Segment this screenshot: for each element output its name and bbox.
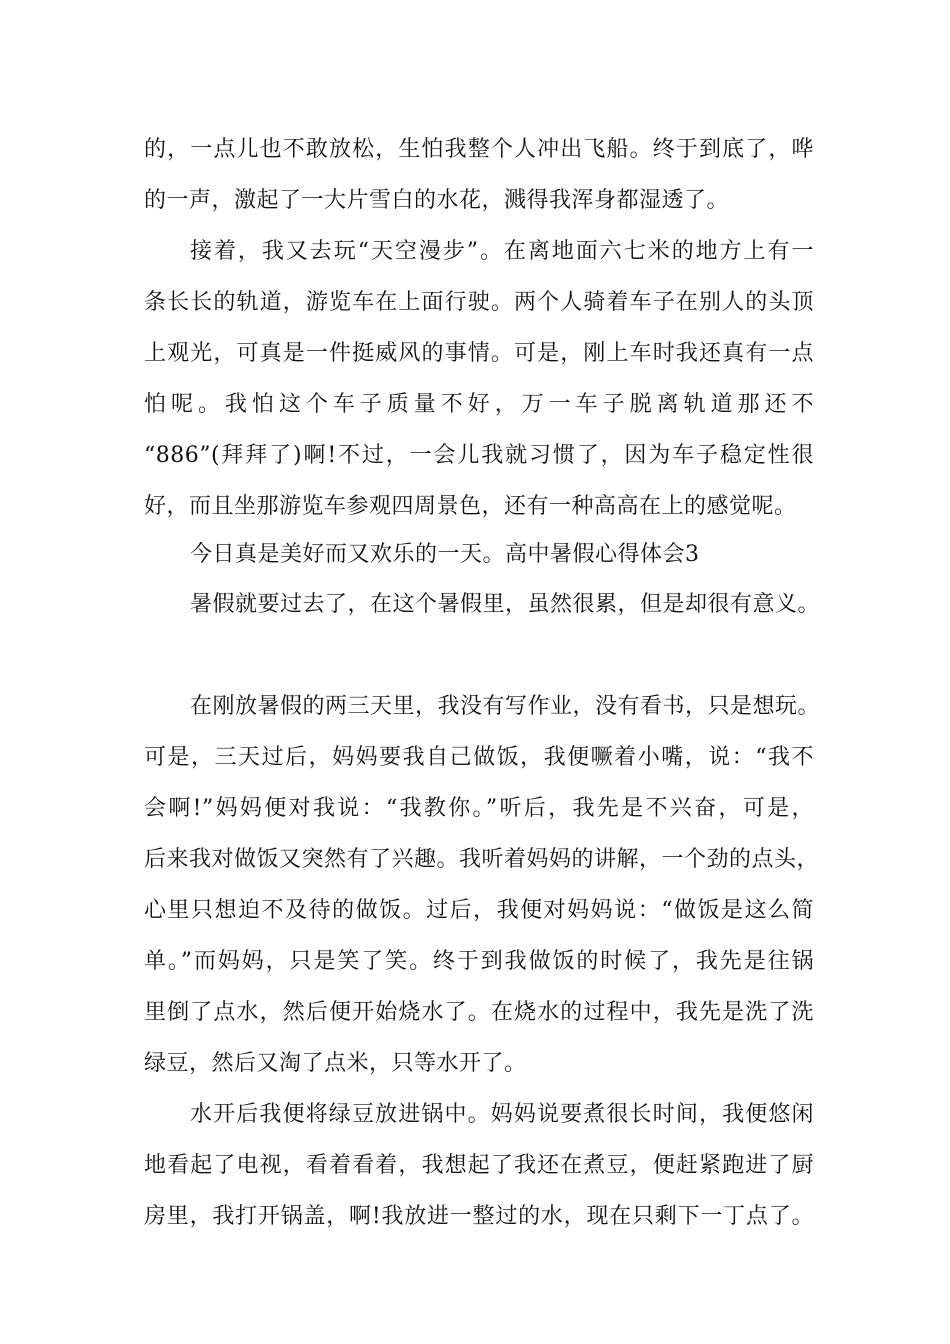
text-line: 里倒了点水，然后便开始烧水了。在烧水的过程中，我先是洗了洗: [144, 1000, 814, 1025]
text-line: 后来我对做饭又突然有了兴趣。我听着妈妈的讲解，一个劲的点头，: [144, 847, 820, 872]
text-line: 可是，三天过后，妈妈要我自己做饭，我便噘着小嘴，说：“我不: [144, 745, 814, 770]
text-line: 会啊!”妈妈便对我说：“我教你。”听后，我先是不兴奋，可是，: [144, 796, 814, 821]
text-line: 水开后我便将绿豆放进锅中。妈妈说要煮很长时间，我便悠闲: [190, 1102, 814, 1127]
text-line: 的，一点儿也不敢放松，生怕我整个人冲出飞船。终于到底了，哗: [144, 137, 814, 162]
text-line: 上观光，可真是一件挺威风的事情。可是，刚上车时我还真有一点: [144, 341, 814, 366]
text-line: 绿豆，然后又淘了点米，只等水开了。: [144, 1051, 527, 1076]
text-line: 条长长的轨道，游览车在上面行驶。两个人骑着车子在别人的头顶: [144, 290, 814, 315]
text-line: 的一声，激起了一大片雪白的水花，溅得我浑身都湿透了。: [144, 188, 730, 213]
text-line: 房里，我打开锅盖，啊!我放进一整过的水，现在只剩下一丁点了。: [144, 1204, 814, 1229]
text-line: 怕呢。我怕这个车子质量不好，万一车子脱离轨道那还不: [144, 392, 814, 417]
text-line: 在刚放暑假的两三天里，我没有写作业，没有看书，只是想玩。: [190, 694, 821, 719]
text-line: 单。”而妈妈，只是笑了笑。终于到我做饭的时候了，我先是往锅: [144, 949, 814, 974]
text-line: 好，而且坐那游览车参观四周景色，还有一种高高在上的感觉呢。: [144, 494, 797, 519]
text-line: “886”(拜拜了)啊!不过，一会儿我就习惯了，因为车子稳定性很: [144, 443, 814, 468]
text-line: 心里只想迫不及待的做饭。过后，我便对妈妈说：“做饭是这么简: [144, 898, 814, 923]
text-line: 接着，我又去玩“天空漫步”。在离地面六七米的地方上有一: [190, 239, 814, 264]
text-line: 地看起了电视，看着看着，我想起了我还在煮豆，便赶紧跑进了厨: [144, 1153, 814, 1178]
text-line: 今日真是美好而又欢乐的一天。高中暑假心得体会3: [190, 542, 700, 567]
text-line: 暑假就要过去了，在这个暑假里，虽然很累，但是却很有意义。: [190, 592, 821, 617]
